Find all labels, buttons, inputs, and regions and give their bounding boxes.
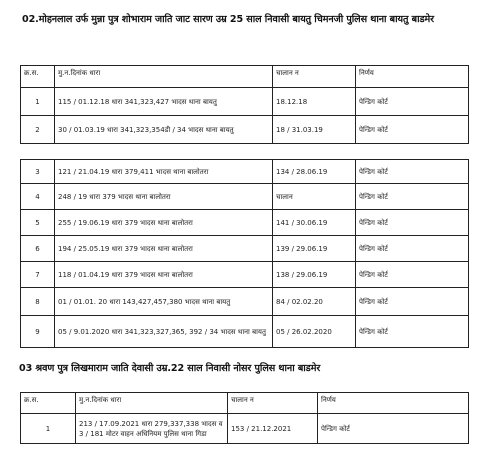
table-row [21, 414, 469, 444]
decision-cell: पेन्डिग कोर्ट [356, 210, 469, 236]
table-row [21, 160, 469, 184]
decision-cell: पेन्डिग कोर्ट [356, 236, 469, 262]
serial-cell: 2 [21, 116, 55, 144]
table-row [21, 262, 469, 288]
accused-heading-2: 03 श्रवण पुत्र लिखमाराम जाति देवासी उम्र.22 साल निवासी नोसर पुलिस थाना बाडमेर [19, 363, 321, 374]
challan-cell: 84 / 02.02.20 [273, 288, 356, 316]
challan-cell: 134 / 28.06.19 [273, 160, 356, 184]
serial-cell: 6 [21, 236, 55, 262]
table-header-row [21, 393, 469, 414]
case-cell: 118 / 01.04.19 धारा 379 भादस थाना बालोतरा [55, 262, 273, 288]
col-header-decision: निर्णय [318, 393, 469, 414]
challan-cell: 141 / 30.06.19 [273, 210, 356, 236]
decision-cell: पेन्डिग कोर्ट [356, 262, 469, 288]
case-cell: 05 / 9.01.2020 धारा 341,323,327,365, 392 / 34 भादस थाना बायतु [55, 316, 273, 348]
challan-cell: 18 / 31.03.19 [273, 116, 356, 144]
decision-cell: पेन्डिग कोर्ट [356, 288, 469, 316]
col-header-challan: चालान न [228, 393, 318, 414]
case-cell: 30 / 01.03.19 धारा 341,323,354डी / 34 भादस थाना बायतु [55, 116, 273, 144]
challan-cell: 138 / 29.06.19 [273, 262, 356, 288]
col-header-serial: क्र.स. [21, 66, 55, 88]
table-row [21, 210, 469, 236]
case-cell: 115 / 01.12.18 धारा 341,323,427 भादस थाना बायतु [55, 88, 273, 116]
col-header-decision: निर्णय [356, 66, 469, 88]
table-row [21, 116, 469, 144]
col-header-case-section: मु.न.दिनांक धारा [55, 66, 273, 88]
decision-cell: पेन्डिग कोर्ट [356, 88, 469, 116]
case-cell: 194 / 25.05.19 धारा 379 भादस थाना बालोतरा [55, 236, 273, 262]
table-row [21, 316, 469, 348]
case-cell: 213 / 17.09.2021 धारा 279,337,338 भादस व 3 / 181 मोटर वाहन अधिनियम पुलिस थाना गिडा [76, 414, 228, 444]
serial-cell: 5 [21, 210, 55, 236]
serial-cell: 1 [21, 88, 55, 116]
case-table-1a [20, 65, 469, 144]
table-row [21, 184, 469, 210]
challan-cell: 05 / 26.02.2020 [273, 316, 356, 348]
challan-cell: 139 / 29.06.19 [273, 236, 356, 262]
col-header-challan: चालान न [273, 66, 356, 88]
challan-cell: 153 / 21.12.2021 [228, 414, 318, 444]
serial-cell: 7 [21, 262, 55, 288]
serial-cell: 4 [21, 184, 55, 210]
table-row [21, 88, 469, 116]
case-cell: 255 / 19.06.19 धारा 379 भादस थाना बालोतरा [55, 210, 273, 236]
case-table-2 [20, 392, 469, 444]
decision-cell: पेन्डिग कोर्ट [356, 184, 469, 210]
case-cell: 01 / 01.01. 20 धारा 143,427,457,380 भादस थाना बायतु [55, 288, 273, 316]
serial-cell: 8 [21, 288, 55, 316]
col-header-serial: क्र.स. [21, 393, 76, 414]
challan-cell: 18.12.18 [273, 88, 356, 116]
challan-cell: चालान [273, 184, 356, 210]
case-cell: 248 / 19 धारा 379 भादस थाना बालोतरा [55, 184, 273, 210]
table-row [21, 236, 469, 262]
decision-cell: पेन्डिग कोर्ट [356, 160, 469, 184]
col-header-case-section: मु.न.दिनांक धारा [76, 393, 228, 414]
serial-cell: 1 [21, 414, 76, 444]
table-header-row [21, 66, 469, 88]
accused-heading-1: 02.मोहनलाल उर्फ मुन्ना पुत्र शोभाराम जाति जाट सारण उम्र 25 साल निवासी बायतु चिमनजी पुलिस थाना बायतु बाडमेर [22, 14, 434, 25]
serial-cell: 9 [21, 316, 55, 348]
decision-cell: पेन्डिग कोर्ट [356, 316, 469, 348]
table-row [21, 288, 469, 316]
serial-cell: 3 [21, 160, 55, 184]
decision-cell: पेन्डिग कोर्ट [318, 414, 469, 444]
case-table-1b [20, 159, 469, 348]
case-cell: 121 / 21.04.19 धारा 379,411 भादस थाना बालोतरा [55, 160, 273, 184]
decision-cell: पेन्डिग कोर्ट [356, 116, 469, 144]
